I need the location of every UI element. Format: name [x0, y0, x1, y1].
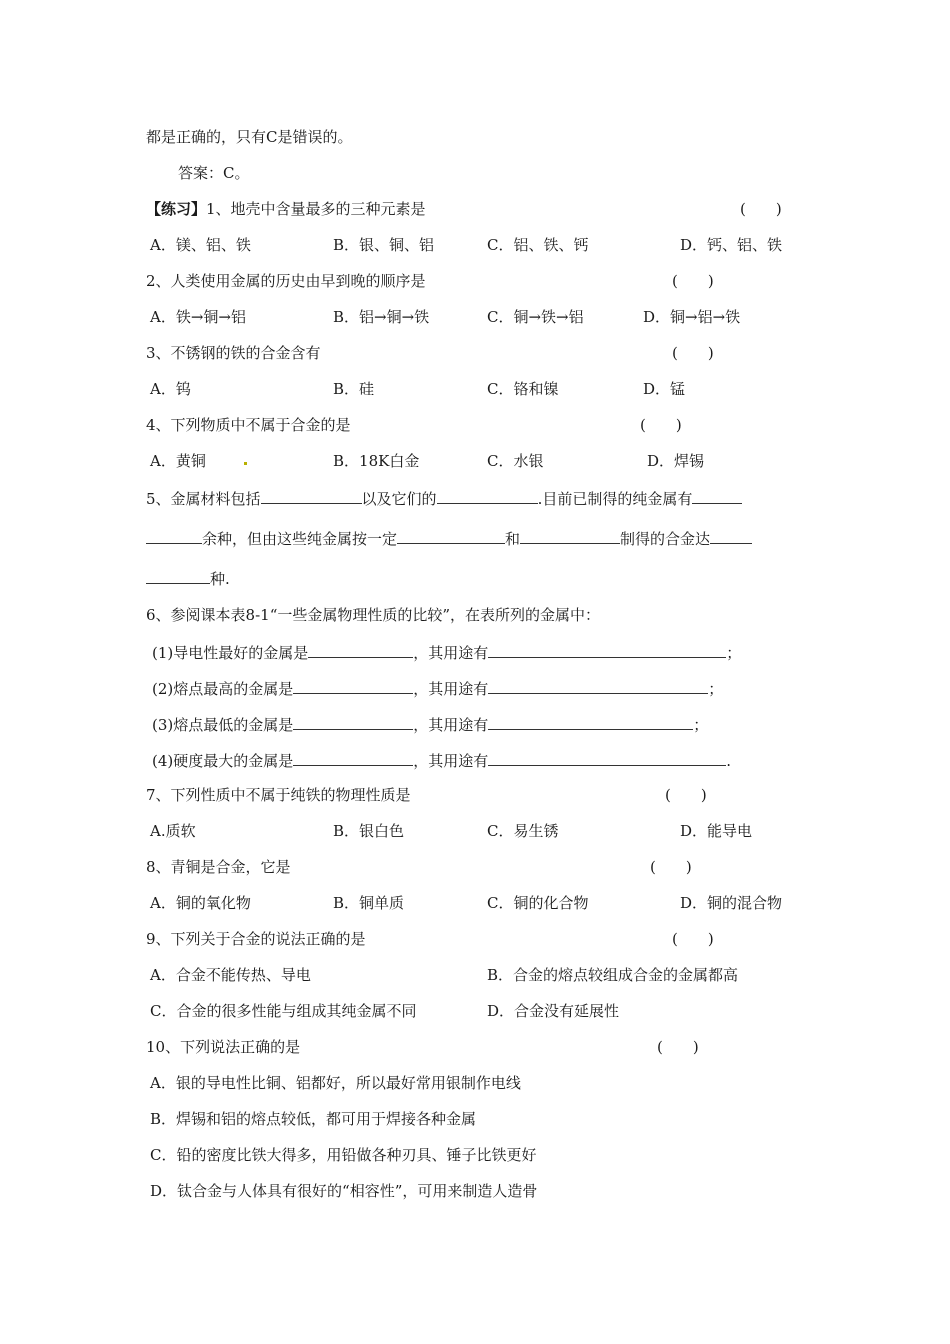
fill-blank[interactable]: [520, 527, 620, 544]
fill-text: 余种，但由这些纯金属按一定: [202, 530, 398, 548]
item-end: ；: [693, 716, 709, 734]
fill-text: 5、金属材料包括: [146, 490, 261, 508]
fill-blank[interactable]: [261, 487, 362, 504]
practice-label: 【练习】: [146, 200, 207, 218]
question-5-line-3: [146, 567, 230, 589]
item-label: (1)导电性最好的金属是: [152, 644, 309, 662]
stray-mark: [244, 462, 247, 465]
item-mid: ，其用途有: [413, 752, 489, 770]
fill-text: .目前已制得的纯金属有: [537, 490, 693, 508]
item-end: ；: [708, 680, 724, 698]
question-5-line-2: [146, 527, 752, 549]
fill-blank[interactable]: [146, 527, 202, 544]
option-d: D．能导电: [680, 822, 753, 840]
fill-blank[interactable]: [692, 487, 742, 504]
fill-text: 和: [505, 530, 521, 548]
fill-blank[interactable]: [397, 527, 505, 544]
answer-paren[interactable]: ( ): [650, 858, 692, 876]
option-b: B．银白色: [333, 822, 405, 840]
fill-blank[interactable]: [293, 677, 413, 694]
option-a: A．合金不能传热、导电: [150, 966, 311, 984]
option-c: C．水银: [487, 452, 544, 470]
item-end: .: [726, 752, 732, 770]
fill-text: 以及它们的: [361, 490, 437, 508]
answer-paren[interactable]: ( ): [672, 344, 714, 362]
question-6-stem: 6、参阅课本表8-1“一些金属物理性质的比较”，在表所列的金属中：: [146, 606, 601, 624]
fill-blank[interactable]: [488, 749, 726, 766]
intro-line: 都是正确的，只有C是错误的。: [146, 128, 353, 146]
option-b: B．18K白金: [333, 452, 420, 470]
question-6-item-2: [152, 677, 723, 699]
option-d: D．锰: [643, 380, 686, 398]
question-2-stem: 2、人类使用金属的历史由早到晚的顺序是: [146, 272, 426, 290]
option-b: B．合金的熔点较组成合金的金属都高: [487, 966, 739, 984]
option-a: A．银的导电性比铜、铝都好，所以最好常用银制作电线: [150, 1074, 521, 1092]
question-5-line-1: [146, 487, 742, 509]
option-b: B．铝→铜→铁: [333, 308, 430, 326]
option-c: C．铅的密度比铁大得多，用铅做各种刃具、锤子比铁更好: [150, 1146, 537, 1164]
option-c: C．铝、铁、钙: [487, 236, 589, 254]
question-6-item-3: [152, 713, 708, 735]
fill-blank[interactable]: [293, 713, 413, 730]
answer-paren[interactable]: ( ): [740, 200, 782, 218]
question-6-item-1: [152, 641, 741, 663]
question-9-stem: 9、下列关于合金的说法正确的是: [146, 930, 366, 948]
option-a: A．铜的氧化物: [150, 894, 251, 912]
option-a: A．镁、铝、铁: [150, 236, 251, 254]
fill-blank[interactable]: [146, 567, 210, 584]
option-b: B．焊锡和铝的熔点较低，都可用于焊接各种金属: [150, 1110, 477, 1128]
item-label: (4)硬度最大的金属是: [152, 752, 294, 770]
option-d: D．焊锡: [647, 452, 705, 470]
fill-blank[interactable]: [293, 749, 413, 766]
option-c: C．铬和镍: [487, 380, 559, 398]
fill-text: 制得的合金达: [620, 530, 711, 548]
question-10-stem: 10、下列说法正确的是: [146, 1038, 301, 1056]
option-d: D．铜的混合物: [680, 894, 783, 912]
fill-blank[interactable]: [488, 677, 708, 694]
option-d: D．合金没有延展性: [487, 1002, 620, 1020]
option-c: C．合金的很多性能与组成其纯金属不同: [150, 1002, 417, 1020]
option-b: B．银、铜、铝: [333, 236, 435, 254]
item-mid: ，其用途有: [413, 716, 489, 734]
fill-blank[interactable]: [488, 713, 693, 730]
answer-paren[interactable]: ( ): [672, 272, 714, 290]
option-d: D．钙、铝、铁: [680, 236, 783, 254]
fill-blank[interactable]: [488, 641, 726, 658]
option-b: B．硅: [333, 380, 375, 398]
answer-paren[interactable]: ( ): [657, 1038, 699, 1056]
answer-paren[interactable]: ( ): [665, 786, 707, 804]
question-stem-text: 1、地壳中含量最多的三种元素是: [206, 200, 426, 218]
question-6-item-4: [152, 749, 731, 771]
answer-line: 答案：C。: [178, 164, 250, 182]
question-3-stem: 3、不锈钢的铁的合金含有: [146, 344, 321, 362]
fill-text: 种.: [210, 570, 230, 588]
option-d: D．钛合金与人体具有很好的“相容性”，可用来制造人造骨: [150, 1182, 538, 1200]
option-b: B．铜单质: [333, 894, 405, 912]
item-label: (3)熔点最低的金属是: [152, 716, 294, 734]
option-c: C．易生锈: [487, 822, 559, 840]
question-7-stem: 7、下列性质中不属于纯铁的物理性质是: [146, 786, 411, 804]
option-c: C．铜的化合物: [487, 894, 589, 912]
answer-paren[interactable]: ( ): [640, 416, 682, 434]
question-8-stem: 8、青铜是合金，它是: [146, 858, 291, 876]
option-a: A．黄铜: [150, 452, 206, 470]
answer-paren[interactable]: ( ): [672, 930, 714, 948]
fill-blank[interactable]: [437, 487, 538, 504]
question-1-stem: [146, 199, 426, 219]
item-end: ；: [726, 644, 742, 662]
item-mid: ，其用途有: [413, 680, 489, 698]
option-a: A．铁→铜→铝: [150, 308, 246, 326]
option-c: C．铜→铁→铝: [487, 308, 584, 326]
fill-blank[interactable]: [308, 641, 413, 658]
option-d: D．铜→铝→铁: [643, 308, 741, 326]
option-a: A.质软: [150, 822, 196, 840]
item-mid: ，其用途有: [413, 644, 489, 662]
fill-blank[interactable]: [710, 527, 752, 544]
option-a: A．钨: [150, 380, 191, 398]
question-4-stem: 4、下列物质中不属于合金的是: [146, 416, 351, 434]
item-label: (2)熔点最高的金属是: [152, 680, 294, 698]
